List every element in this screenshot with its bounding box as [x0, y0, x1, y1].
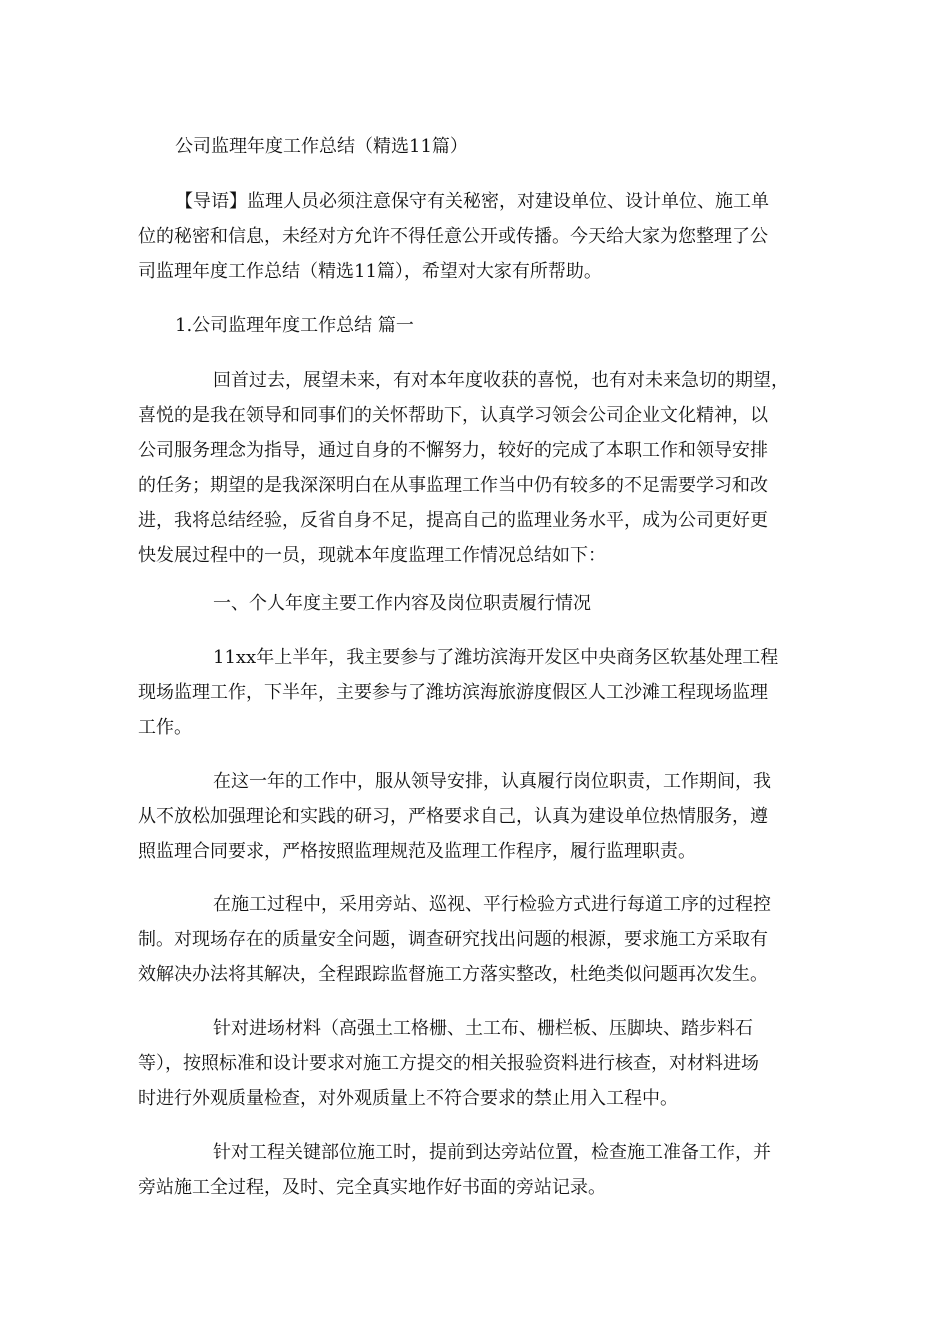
- paragraph-line: 11xx年上半年，我主要参与了潍坊滨海开发区中央商务区软基处理工程: [213, 647, 779, 668]
- section-heading: 1.公司监理年度工作总结 篇一: [175, 315, 414, 336]
- paragraph-line: 旁站施工全过程，及时、完全真实地作好书面的旁站记录。: [138, 1177, 606, 1198]
- paragraph-line: 在施工过程中，采用旁站、巡视、平行检验方式进行每道工序的过程控: [213, 894, 771, 915]
- paragraph-line: 公司服务理念为指导，通过自身的不懈努力，较好的完成了本职工作和领导安排: [138, 440, 768, 461]
- paragraph-line: 现场监理工作，下半年，主要参与了潍坊滨海旅游度假区人工沙滩工程现场监理: [138, 682, 768, 703]
- intro-line: 司监理年度工作总结（精选11篇），希望对大家有所帮助。: [138, 261, 602, 282]
- paragraph-line: 针对工程关键部位施工时，提前到达旁站位置，检查施工准备工作，并: [213, 1142, 771, 1163]
- paragraph-line: 的任务；期望的是我深深明白在从事监理工作当中仍有较多的不足需要学习和改: [138, 475, 768, 496]
- paragraph-line: 喜悦的是我在领导和同事们的关怀帮助下，认真学习领会公司企业文化精神，以: [138, 405, 768, 426]
- paragraph-line: 从不放松加强理论和实践的研习，严格要求自己，认真为建设单位热情服务，遵: [138, 806, 768, 827]
- paragraph-line: 在这一年的工作中，服从领导安排，认真履行岗位职责，工作期间，我: [213, 771, 771, 792]
- paragraph-line: 进，我将总结经验，反省自身不足，提高自己的监理业务水平，成为公司更好更: [138, 510, 768, 531]
- paragraph-line: 照监理合同要求，严格按照监理规范及监理工作程序，履行监理职责。: [138, 841, 696, 862]
- document-title: 公司监理年度工作总结（精选11篇）: [175, 136, 468, 157]
- paragraph-line: 时进行外观质量检查，对外观质量上不符合要求的禁止用入工程中。: [138, 1088, 678, 1109]
- intro-line: 【导语】监理人员必须注意保守有关秘密，对建设单位、设计单位、施工单: [175, 191, 769, 212]
- intro-line: 位的秘密和信息，未经对方允许不得任意公开或传播。今天给大家为您整理了公: [138, 226, 768, 247]
- paragraph-line: 工作。: [138, 717, 192, 738]
- paragraph-line: 针对进场材料（高强土工格栅、土工布、栅栏板、压脚块、踏步料石: [213, 1018, 753, 1039]
- paragraph-line: 等），按照标准和设计要求对施工方提交的相关报验资料进行核查，对材料进场: [138, 1053, 759, 1074]
- paragraph-line: 效解决办法将其解决，全程跟踪监督施工方落实整改，杜绝类似问题再次发生。: [138, 964, 768, 985]
- paragraph-line: 回首过去，展望未来，有对本年度收获的喜悦，也有对未来急切的期望，: [213, 370, 789, 391]
- subheading: 一、个人年度主要工作内容及岗位职责履行情况: [213, 593, 591, 614]
- paragraph-line: 制。对现场存在的质量安全问题，调查研究找出问题的根源，要求施工方采取有: [138, 929, 768, 950]
- paragraph-line: 快发展过程中的一员，现就本年度监理工作情况总结如下：: [138, 545, 606, 566]
